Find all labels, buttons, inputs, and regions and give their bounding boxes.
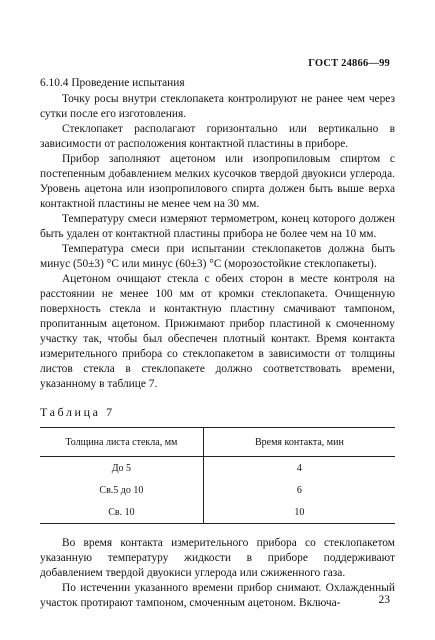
table-row [40,457,395,480]
table-caption: Таблица 7 [40,405,115,419]
contact-time-table [40,427,395,524]
page-number: 23 [378,594,390,606]
paragraph: Точку росы внутри стеклопакета контролируют не ранее чем через сутки после его изготовления. [40,93,395,120]
paragraph: Во время контакта измерительного прибора со стеклопакетом указанную температуру жидкости в приборе поддерживают добавлением твердой двуокиси углерода или сжиженного газа. [40,537,395,579]
paragraph: Стеклопакет располагают горизонтально или вертикально в зависимости от расположения контактной пластины в приборе. [40,123,395,150]
table-cell-time: 6 [296,484,302,496]
paragraph: По истечении указанного времени прибор снимают. Охлажденный участок протирают тампоном, смоченным ацетоном. Включа- [40,582,395,609]
paragraph: Ацетоном очищают стекла с обеих сторон в месте контроля на расстоянии не менее 100 мм от кромки стеклопакета. Очищенную поверхность стекла и контактную пластину смачивают тампоном, пропитанным ацетоном. Прижимают прибор пластиной к смоченному участку так, чтобы был обеспечен плотный контакт. Время контакта измерительного прибора со стеклопакетом в зависимости от толщины листов стекла в стеклопакете должно соответствовать времени, указанному в таблице 7. [40,273,395,390]
standard-number: ГОСТ 24866—99 [308,58,390,69]
table-cell-thickness: Св. 10 [40,501,203,524]
paragraph: Температура смеси при испытании стеклопакетов должна быть минус (50±3) °С или минус (60±3) °С (морозостойкие стеклопакеты). [40,243,395,270]
paragraph: Температуру смеси измеряют термометром, конец которого должен быть удален от контактной пластины прибора не более чем на 10 мм. [40,213,395,240]
table-header-time: Время контакта, мин [203,428,395,457]
table-header-row [40,428,395,457]
section-heading: 6.10.4 Проведение испытания [40,77,185,89]
table-row [40,501,395,524]
paragraph: Прибор заполняют ацетоном или изопропиловым спиртом с постепенным добавлением мелких кусочков твердой двуокиси углерода. Уровень ацетона или изопропилового спирта должен быть выше верха контактной пластины не менее чем на 30 мм. [40,153,395,210]
table-cell-time: 10 [203,501,395,524]
table-cell-time: 4 [296,462,302,474]
document-body [40,76,395,611]
table-row [40,479,395,501]
table-cell-thickness: До 5 [40,457,203,480]
table-header-thickness: Толщина листа стекла, мм [40,428,203,457]
table-cell-thickness: Св.5 до 10 [40,479,203,501]
